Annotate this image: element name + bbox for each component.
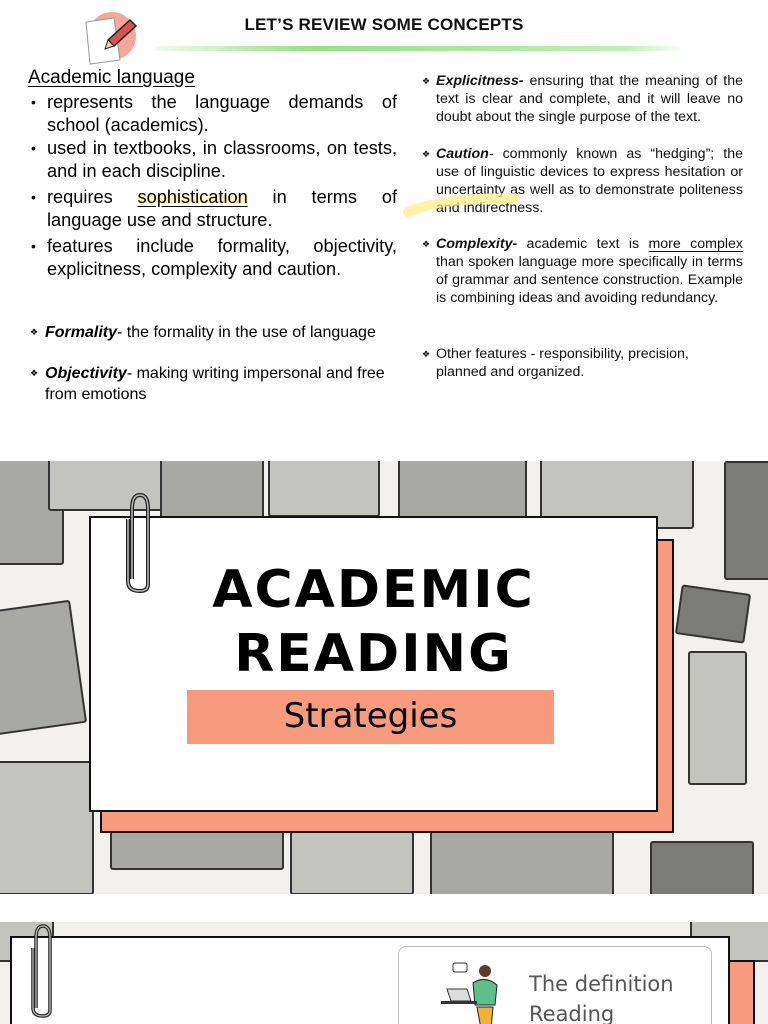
person-laptop-icon [433,961,513,1024]
title-card [89,516,658,812]
diamond-bullet-icon: ❖ [422,349,431,359]
definition-title: The definition Reading [529,972,674,1024]
title-underline [155,46,680,51]
list-item: • requires sophistication in terms of language use and structure. [30,186,397,232]
highlight-stroke [400,190,520,220]
slide-definition-reading [0,922,768,1024]
diamond-bullet-icon: ❖ [422,149,431,159]
feature-objectivity: ❖ Objectivity- making writing impersonal and free from emotions [30,365,385,403]
card-shadow [727,960,755,1024]
book-illustration [268,461,380,517]
section-heading: Academic language [28,67,195,88]
diamond-bullet-icon: ❖ [30,368,39,378]
list-item: • features include formality, objectivity, explicitness, complexity and caution. [30,235,397,281]
feature-caution: ❖ Caution- commonly known as “hedging”; the use of linguistic devices to express hesitation or uncertainty as well as to demonstrate politeness and indirectness. [422,146,743,216]
slide-review-concepts [0,0,768,455]
book-illustration [650,841,754,894]
book-illustration [688,651,747,785]
subtitle-banner: Strategies [187,690,554,744]
title-line-2: READING [234,624,513,684]
book-illustration [0,600,87,737]
paperclip-icon [28,922,58,1018]
feature-formality: ❖ Formality- the formality in the use of language [30,324,376,341]
diamond-bullet-icon: ❖ [30,327,39,337]
book-illustration [290,831,414,894]
title-line-1: ACADEMIC [212,560,535,620]
feature-explicitness: ❖ Explicitness- ensuring that the meaning of the text is clear and complete, and it will leave no doubt about the single purpose of the text. [422,73,743,125]
diamond-bullet-icon: ❖ [422,239,431,249]
paperclip-icon [122,489,158,595]
definition-box [398,946,712,1024]
list-item: • used in textbooks, in classrooms, on tests, and in each discipline. [30,137,397,183]
book-illustration [675,584,751,643]
feature-complexity: ❖ Complexity- academic text is more complex than spoken language more specifically in terms of grammar and sentence construction. Example is combining ideas and avoiding redundancy. [422,236,743,306]
list-item: • represents the language demands of school (academics). [30,91,397,137]
feature-other: ❖ Other features - responsibility, precision, planned and organized. [422,346,689,380]
slide-title: LET’S REVIEW SOME CONCEPTS [244,15,524,34]
academic-language-list [30,91,397,281]
book-illustration [160,461,264,519]
book-illustration [430,826,614,894]
diamond-bullet-icon: ❖ [422,76,431,86]
slide-academic-reading [0,461,768,894]
book-illustration [724,461,768,580]
book-illustration [0,761,94,894]
